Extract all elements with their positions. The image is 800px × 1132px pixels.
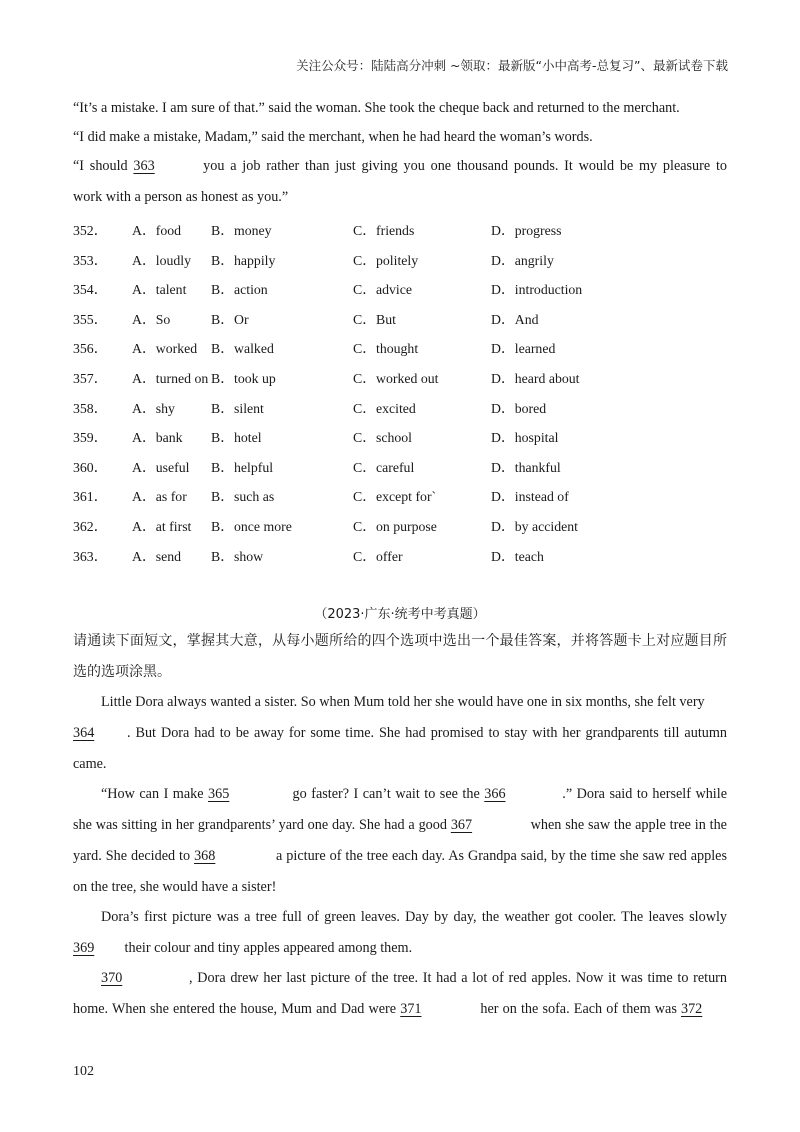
- question-number: 355．: [73, 311, 108, 327]
- option-a: A．turned on: [132, 371, 209, 386]
- option-b: B．show: [211, 548, 264, 564]
- option-a: A．shy: [132, 400, 175, 416]
- option-c: C．except for`: [353, 489, 437, 505]
- passage-line: 364 . But Dora had to be away for some time. She had promised to stay with her grandparents till autumn: [73, 725, 727, 741]
- passage-line: on the tree, she would have a sister!: [73, 879, 277, 895]
- option-d: D．angrily: [491, 252, 554, 268]
- option-a: A．as for: [132, 489, 187, 505]
- option-b: B．helpful: [211, 459, 274, 475]
- answer-blank: 365: [208, 786, 230, 802]
- passage-line: “It’s a mistake. I am sure of that.” said the woman. She took the cheque back and returned to the merchant.: [73, 100, 680, 116]
- option-b: B．took up: [211, 371, 276, 386]
- question-row: [73, 397, 727, 416]
- question-row: [73, 426, 727, 446]
- option-a: A．So: [132, 311, 171, 327]
- answer-blank: 366: [484, 786, 506, 802]
- passage-line: yard. She decided to 368 a picture of the tree each day. As Grandpa said, by the time she saw red apples: [73, 848, 728, 864]
- option-b: B．money: [211, 223, 272, 238]
- option-d: D．hospital: [491, 430, 559, 446]
- option-a: A．loudly: [132, 252, 192, 268]
- option-a: A．food: [132, 223, 182, 238]
- option-b: B．Or: [211, 311, 249, 327]
- option-a: A．talent: [132, 282, 187, 298]
- option-b: B．walked: [211, 341, 274, 357]
- passage-line: “I should 363 you a job rather than just giving you one thousand pounds. It would be my pleasure to: [73, 158, 727, 174]
- question-number: 353．: [73, 252, 108, 268]
- question-number: 358．: [73, 400, 108, 416]
- question-row: [73, 219, 727, 238]
- page-number: 102: [73, 1064, 94, 1079]
- option-d: D．instead of: [491, 489, 569, 505]
- option-b: B．such as: [211, 489, 275, 505]
- page-header: 关注公众号：陆陆高分冲刺 ~领取：最新版“小中高考-总复习”、最新试卷下载: [296, 58, 728, 73]
- question-number: 354．: [73, 282, 108, 298]
- question-number: 360．: [73, 459, 108, 475]
- option-d: D．by accident: [491, 519, 578, 534]
- option-a: A．at first: [132, 519, 192, 534]
- option-d: D．And: [491, 311, 539, 327]
- option-c: C．thought: [353, 341, 419, 357]
- passage-line: home. When she entered the house, Mum and Dad were 371 her on the sofa. Each of them was 372: [73, 1001, 727, 1017]
- question-number: 363．: [73, 548, 108, 564]
- passage-line: work with a person as honest as you.”: [73, 189, 289, 205]
- section-source: （2023·广东·统考中考真题）: [314, 607, 486, 622]
- option-a: A．send: [132, 548, 182, 564]
- answer-blank: 372: [680, 1001, 703, 1017]
- option-d: D．thankful: [491, 459, 561, 475]
- question-number: 352．: [73, 223, 108, 238]
- option-c: C．worked out: [353, 371, 439, 386]
- passage-line: “How can I make 365 go faster? I can’t wait to see the 366 .” Dora said to herself while: [101, 786, 727, 802]
- option-c: C．careful: [353, 459, 415, 475]
- answer-blank: 371: [400, 1001, 422, 1017]
- question-row: [73, 367, 727, 386]
- option-d: D．heard about: [491, 371, 580, 386]
- question-number: 359．: [73, 430, 108, 446]
- question-row: [73, 485, 727, 505]
- question-row: [73, 515, 727, 534]
- answer-blank: 370: [101, 970, 123, 986]
- option-d: D．teach: [491, 548, 544, 564]
- option-b: B．silent: [211, 400, 264, 416]
- option-b: B．action: [211, 282, 268, 298]
- option-c: C．friends: [353, 223, 415, 238]
- option-c: C．advice: [353, 282, 413, 298]
- option-c: C．But: [353, 311, 396, 327]
- passage-line: came.: [73, 756, 107, 772]
- answer-blank: 364: [73, 725, 95, 741]
- answer-blank: 367: [450, 817, 473, 833]
- instruction-line: 选的选项涂黑。: [73, 664, 171, 680]
- answer-blank: 368: [194, 848, 216, 864]
- passage-line: 370 , Dora drew her last picture of the tree. It had a lot of red apples. Now it was time to return: [101, 970, 727, 986]
- passage-line: “I did make a mistake, Madam,” said the merchant, when he had heard the woman’s words.: [73, 129, 593, 145]
- option-b: B．happily: [211, 252, 276, 268]
- passage-line: 369 their colour and tiny apples appeared among them.: [73, 940, 413, 956]
- passage-line: Little Dora always wanted a sister. So when Mum told her she would have one in six months, she felt very: [101, 694, 705, 710]
- answer-blank: 363: [133, 158, 155, 174]
- option-d: D．learned: [491, 341, 556, 357]
- question-row: [73, 278, 727, 298]
- answer-blank: 369: [73, 940, 95, 956]
- option-c: C．school: [353, 430, 413, 446]
- question-number: 357．: [73, 371, 108, 386]
- option-c: C．politely: [353, 252, 419, 268]
- option-d: D．bored: [491, 400, 547, 416]
- question-number: 362．: [73, 519, 108, 534]
- option-c: C．on purpose: [353, 519, 437, 534]
- question-row: [73, 249, 727, 268]
- option-d: D．introduction: [491, 282, 583, 298]
- option-a: A．worked: [132, 341, 198, 357]
- option-a: A．useful: [132, 459, 190, 475]
- question-row: [73, 545, 727, 564]
- option-c: C．excited: [353, 400, 416, 416]
- option-c: C．offer: [353, 548, 403, 564]
- option-a: A．bank: [132, 430, 183, 446]
- passage-line: she was sitting in her grandparents’ yard one day. She had a good 367 when she saw the apple tree in the: [73, 817, 727, 833]
- option-d: D．progress: [491, 223, 562, 238]
- question-number: 356．: [73, 341, 108, 357]
- option-b: B．hotel: [211, 430, 262, 446]
- passage-line: Dora’s first picture was a tree full of green leaves. Day by day, the weather got cooler. The leaves slowly: [101, 909, 727, 925]
- instruction-line: 请通读下面短文，掌握其大意，从每小题所给的四个选项中选出一个最佳答案，并将答题卡上对应题目所: [73, 633, 727, 649]
- option-b: B．once more: [211, 519, 292, 534]
- question-row: [73, 456, 727, 475]
- question-row: [73, 308, 727, 327]
- question-row: [73, 337, 727, 357]
- question-number: 361．: [73, 489, 108, 505]
